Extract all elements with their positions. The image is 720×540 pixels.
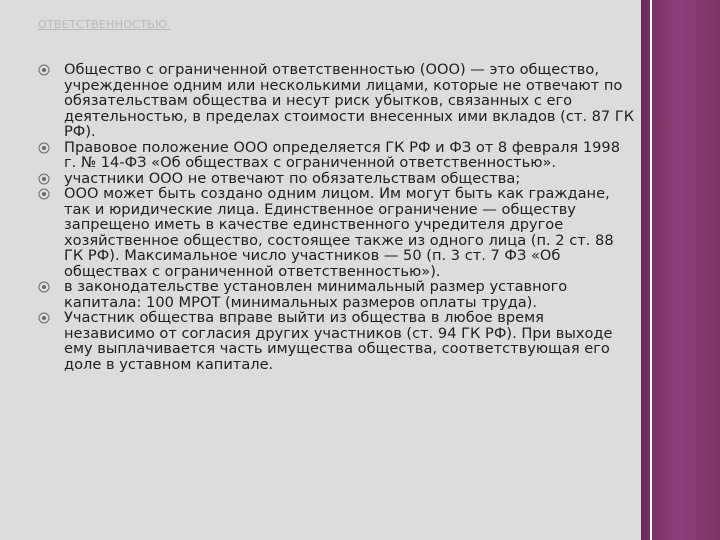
bullet-text: участники ООО не отвечают по обязательствам общества; [64, 169, 521, 187]
bullet-item [36, 140, 636, 171]
bullet-item [36, 62, 636, 140]
bullet-text: Участник общества вправе выйти из общества в любое время независимо от согласия других участников (ст. 94 ГК РФ). При выходе ему выплачивается часть имущества общества, соответствующая его доле в уставном капитале. [64, 309, 613, 373]
sidebar-divider [650, 0, 652, 540]
bullet-list [36, 62, 636, 372]
bullet-ornament-icon [38, 173, 50, 185]
bullet-text: Правовое положение ООО определяется ГК РФ и ФЗ от 8 февраля 1998 г. № 14-ФЗ «Об обществах с ограниченной ответственностью». [64, 138, 620, 171]
bullet-text: Общество с ограниченной ответственностью (ООО) — это общество, учрежденное одним или несколькими лицами, которые не отвечают по обязательствам общества и несут риск убытков, связанных с его деятельностью, в пределах стоимости внесенных ими вкладов (ст. 87 ГК РФ). [64, 61, 635, 140]
slide-content [36, 62, 636, 372]
bullet-item [36, 310, 636, 372]
bullet-ornament-icon [38, 188, 50, 200]
bullet-text: ООО может быть создано одним лицом. Им могут быть как граждане, так и юридические лица. Единственное ограничение — обществу запрещено иметь в качестве единственного учредителя другое хозяйственное общество, состоящее также из одного лица (п. 2 ст. 88 ГК РФ). Максимальное число участников — 50 (п. 3 ст. 7 ФЗ «Об обществах с ограниченной ответственностью»). [64, 185, 614, 280]
bullet-ornament-icon [38, 142, 50, 154]
bullet-item [36, 171, 636, 187]
slide-heading: ОТВЕТСТВЕННОСТЬЮ. [38, 18, 172, 31]
bullet-ornament-icon [38, 64, 50, 76]
bullet-ornament-icon [38, 281, 50, 293]
bullet-item [36, 279, 636, 310]
bullet-text: в законодательстве установлен минимальный размер уставного капитала: 100 МРОТ (минимальных размеров оплаты труда). [64, 278, 568, 311]
decorative-sidebar [641, 0, 720, 540]
bullet-item [36, 186, 636, 279]
bullet-ornament-icon [38, 312, 50, 324]
